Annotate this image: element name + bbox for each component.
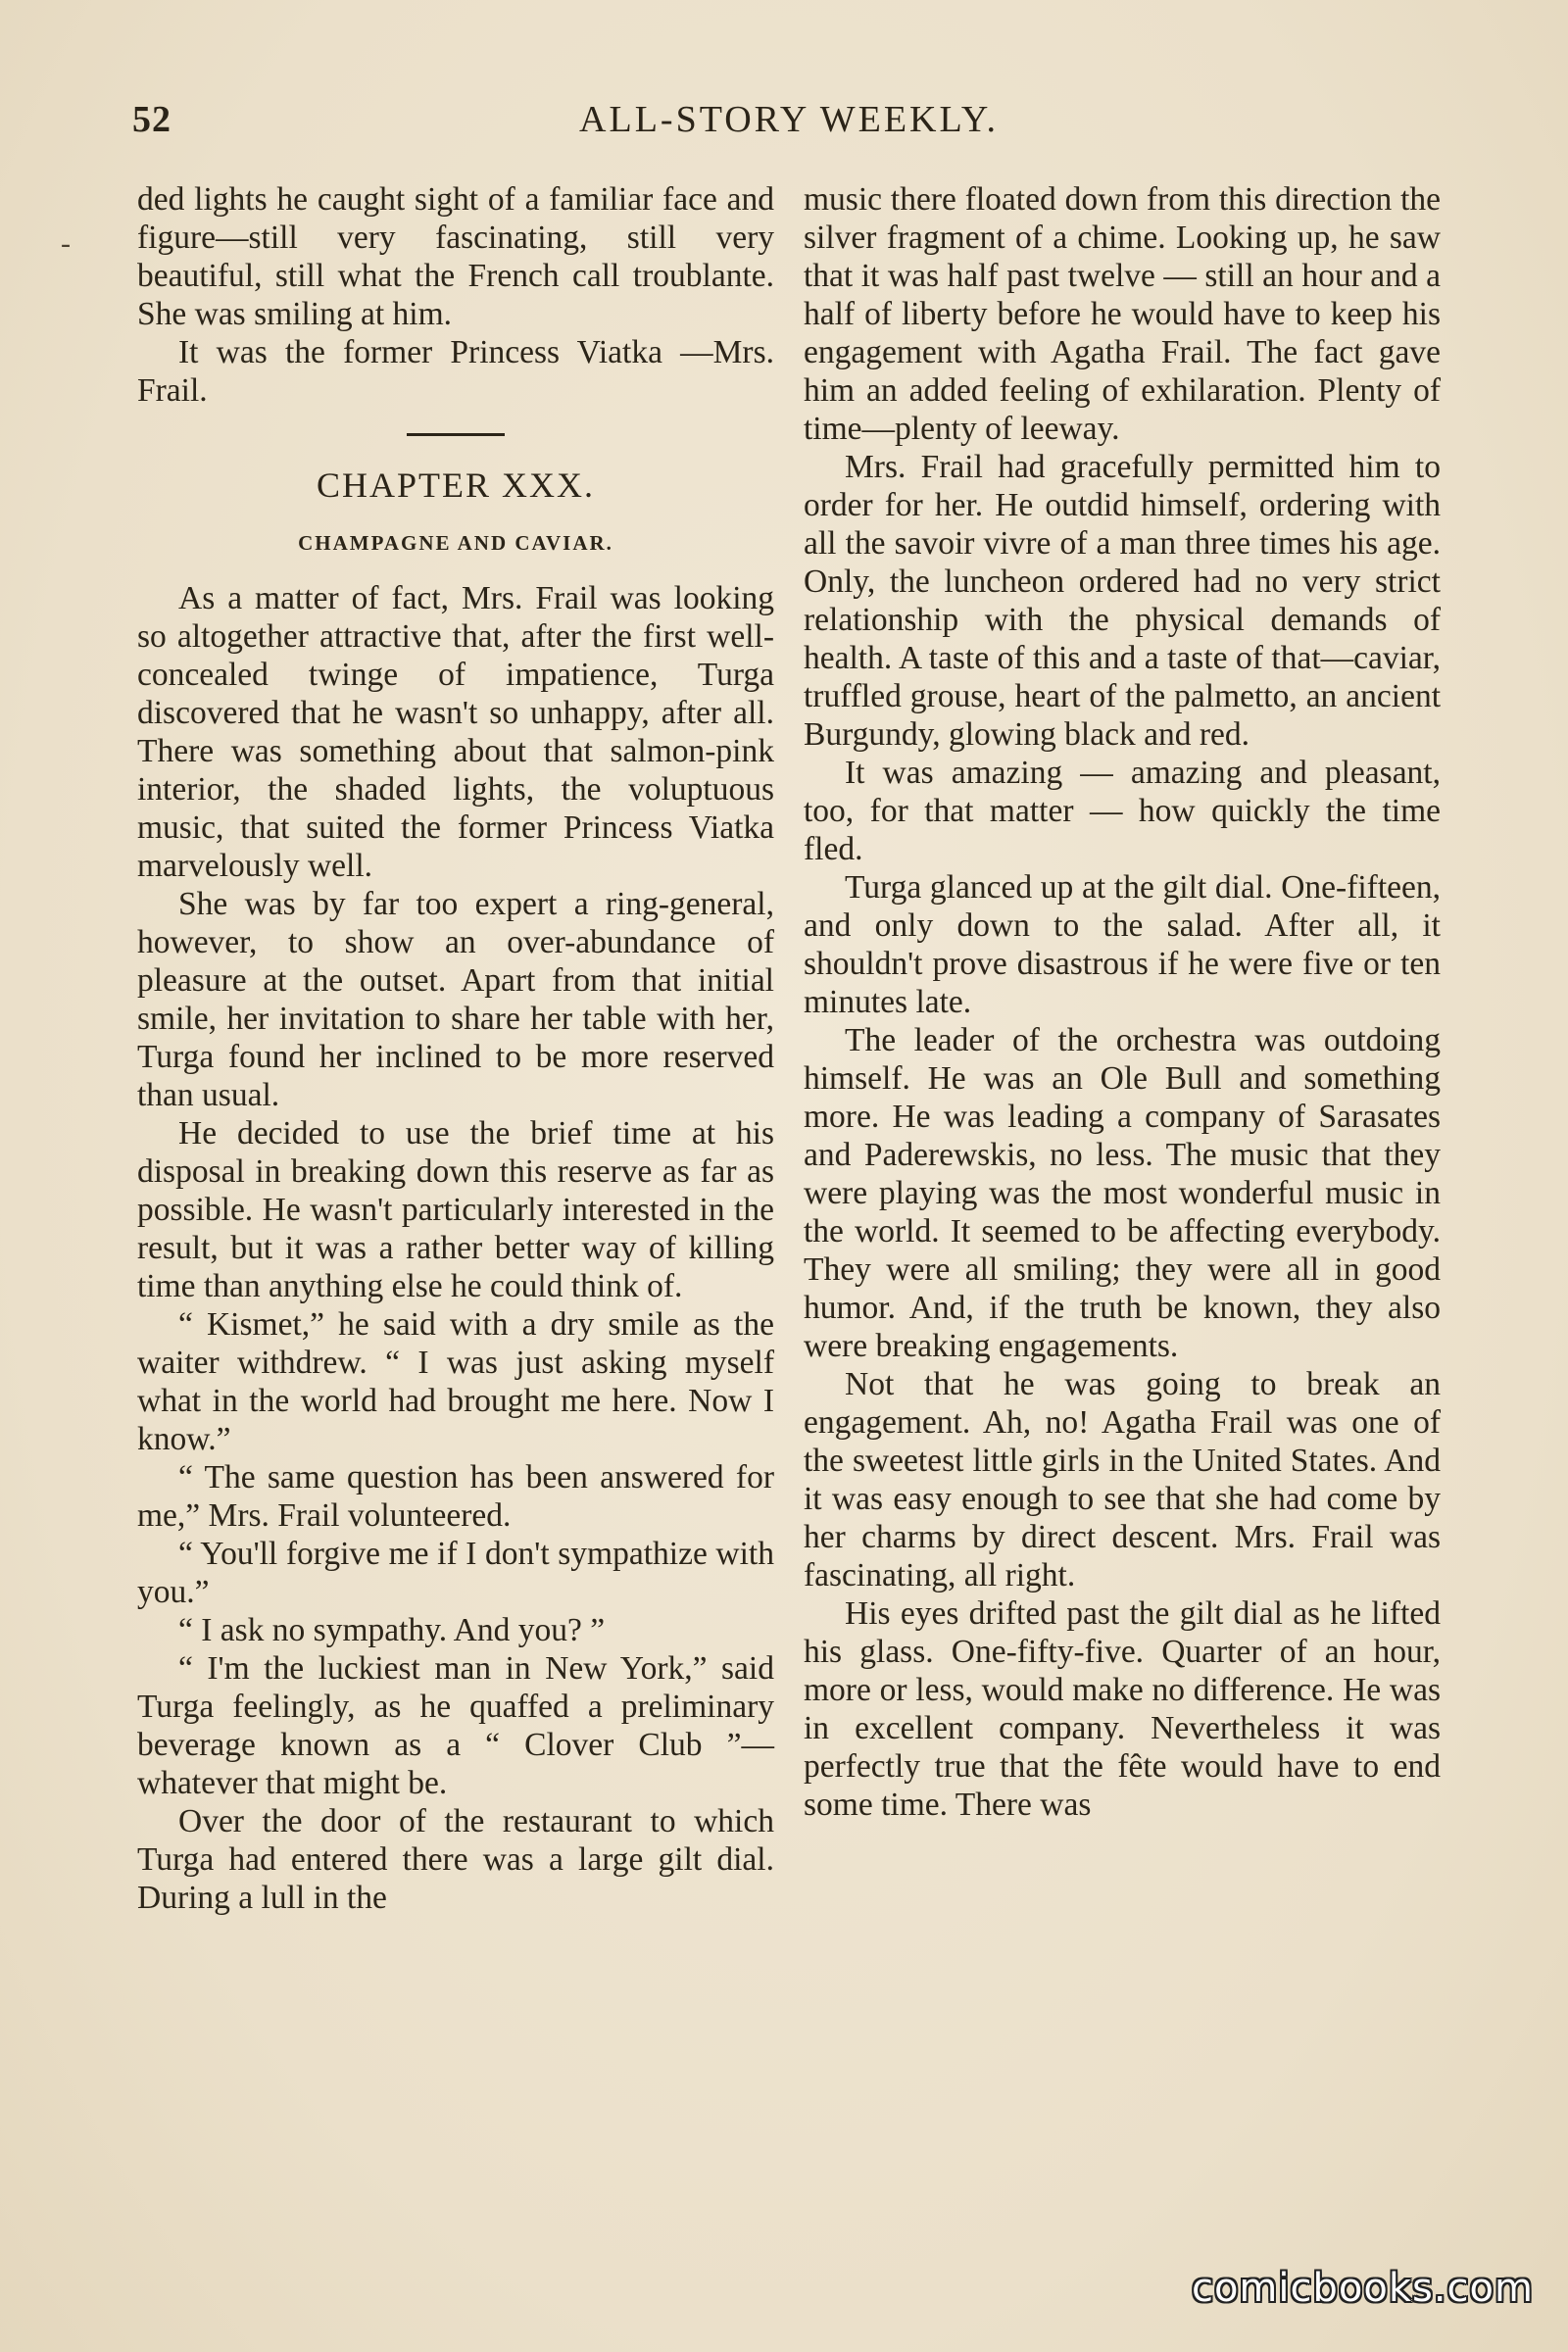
paragraph: “ Kismet,” he said with a dry smile as the waiter withdrew. “ I was just asking myself what in the world had brought me here. Now I know.” xyxy=(137,1306,774,1457)
page-number: 52 xyxy=(132,99,172,140)
paragraph: ded lights he caught sight of a familiar face and figure—still very fascinating, still very beautiful, still what the French call troublante. She was smiling at him. xyxy=(137,181,774,332)
paragraph: As a matter of fact, Mrs. Frail was looking so altogether attractive that, after the first well-concealed twinge of impatience, Turga discovered that he wasn't so unhappy, after all. There was something about that salmon-pink interior, the shaded lights, the voluptuous music, that suited the former Princess Viatka marvelously well. xyxy=(137,580,774,884)
section-rule xyxy=(407,433,505,436)
paragraph: The leader of the orchestra was outdoing himself. He was an Ole Bull and something more. He was leading a company of Sarasates and Paderewskis, no less. The music that they were playing was the most wonderful music in the world. It seemed to be affecting everybody. They were all smiling; they were all in good humor. And, if the truth be known, they also were breaking engagements. xyxy=(804,1022,1441,1364)
paragraph: “ The same question has been answered for me,” Mrs. Frail volunteered. xyxy=(137,1459,774,1534)
paragraph: Over the door of the restaurant to which Turga had entered there was a large gilt dial. During a lull in the xyxy=(137,1803,774,1916)
site-watermark: comicbooks.com xyxy=(1191,2266,1534,2311)
paragraph: Mrs. Frail had gracefully permitted him to order for her. He outdid himself, ordering with all the savoir vivre of a man three times his age. Only, the luncheon ordered had no very strict relationship with the physical demands of health. A taste of this and a taste of that—caviar, truffled grouse, heart of the palmetto, an ancient Burgundy, glowing black and red. xyxy=(804,449,1441,753)
paragraph: Turga glanced up at the gilt dial. One-fifteen, and only down to the salad. After all, it shouldn't prove disastrous if he were five or ten minutes late. xyxy=(804,869,1441,1020)
margin-dash-mark: - xyxy=(61,227,71,260)
running-head: ALL-STORY WEEKLY. xyxy=(579,99,999,140)
paragraph: “ I ask no sympathy. And you? ” xyxy=(178,1612,606,1648)
left-column xyxy=(137,180,774,1917)
paragraph: It was the former Princess Viatka —Mrs. Frail. xyxy=(137,334,774,409)
paragraph: His eyes drifted past the gilt dial as he lifted his glass. One-fifty-five. Quarter of an hour, more or less, would make no difference. He was in excellent company. Nevertheless it was perfectly true that the fête would have to end some time. There was xyxy=(804,1595,1441,1823)
paragraph: “ I'm the luckiest man in New York,” said Turga feelingly, as he quaffed a preliminary beverage known as a “ Clover Club ”—whatever that might be. xyxy=(137,1650,774,1801)
paragraph: “ You'll forgive me if I don't sympathize with you.” xyxy=(137,1536,774,1610)
paragraph: Not that he was going to break an engagement. Ah, no! Agatha Frail was one of the sweetest little girls in the United States. And it was easy enough to see that she had come by her charms by direct descent. Mrs. Frail was fascinating, all right. xyxy=(804,1366,1441,1593)
paragraph: It was amazing — amazing and pleasant, too, for that matter — how quickly the time fled. xyxy=(804,755,1441,867)
paragraph: He decided to use the brief time at his disposal in breaking down this reserve as far as possible. He wasn't particularly interested in the result, but it was a rather better way of killing time than anything else he could think of. xyxy=(137,1115,774,1304)
page-header xyxy=(132,98,1446,157)
paragraph: music there floated down from this direction the silver fragment of a chime. Looking up, he saw that it was half past twelve — still an hour and a half of liberty before he would have to keep his engagement with Agatha Frail. The fact gave him an added feeling of exhilaration. Plenty of time—plenty of leeway. xyxy=(804,181,1441,447)
right-column xyxy=(804,180,1441,1824)
chapter-title: CHAPTER XXX. xyxy=(316,466,595,505)
chapter-subtitle: CHAMPAGNE AND CAVIAR. xyxy=(298,531,613,555)
paragraph: She was by far too expert a ring-general, however, to show an over-abundance of pleasure at the outset. Apart from that initial smile, her invitation to share her table with her, Turga found her inclined to be more reserved than usual. xyxy=(137,886,774,1113)
